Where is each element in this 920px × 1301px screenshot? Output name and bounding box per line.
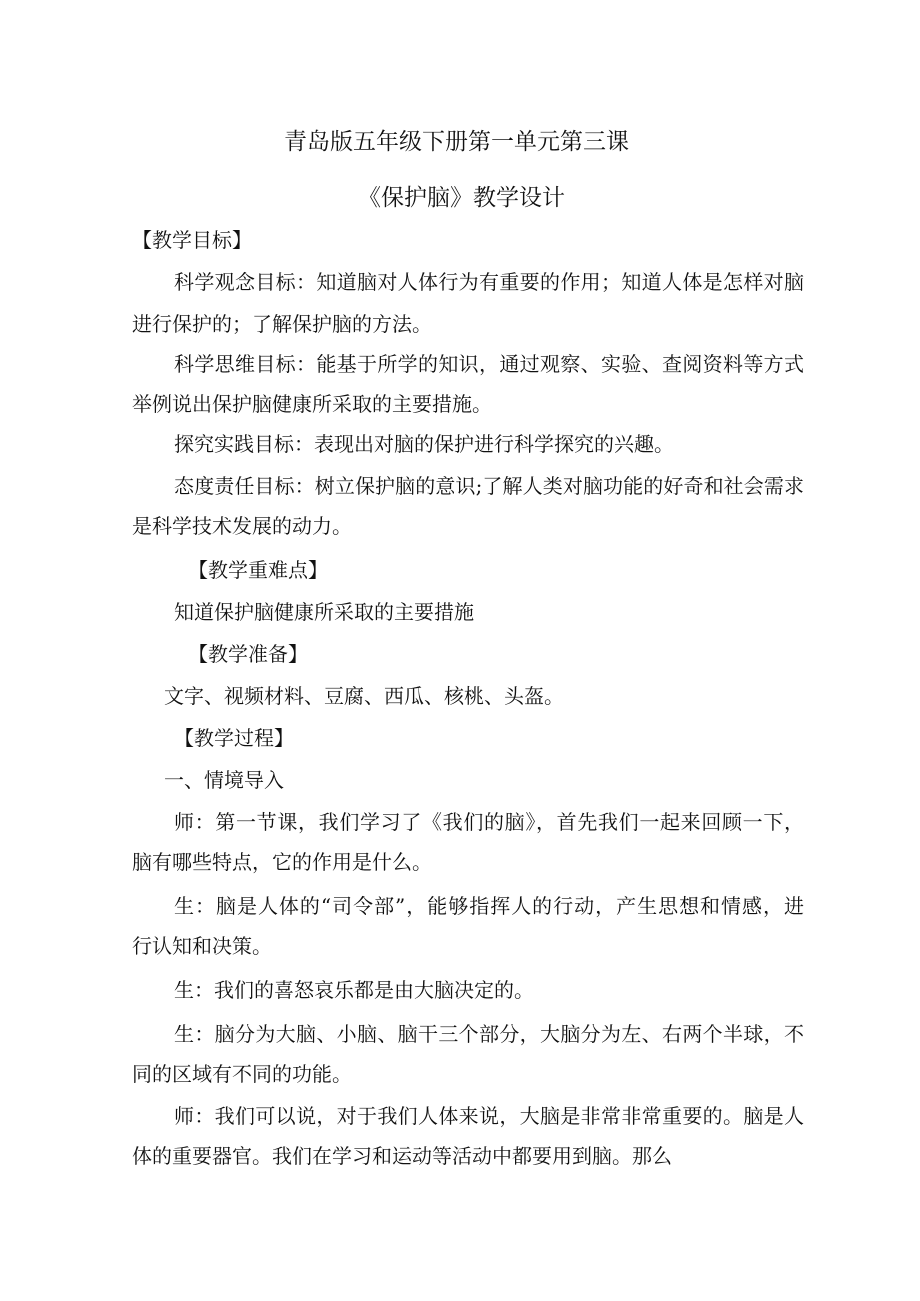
dialogue-teacher-1-line2: 脑有哪些特点，它的作用是什么。 [132, 850, 432, 874]
paragraph-inquiry: 探究实践目标：表现出对脑的保护进行科学探究的兴趣。 [174, 432, 674, 456]
dialogue-teacher-2-line1: 师：我们可以说，对于我们人体来说，大脑是非常非常重要的。脑是人 [174, 1104, 804, 1128]
dialogue-student-3-line1: 生：脑分为大脑、小脑、脑干三个部分，大脑分为左、右两个半球，不 [174, 1022, 804, 1046]
section-heading-preparation: 【教学准备】 [188, 642, 308, 666]
paragraph-sci-thinking-line1: 科学思维目标：能基于所学的知识，通过观察、实验、查阅资料等方式 [174, 352, 804, 376]
section-heading-key-points: 【教学重难点】 [188, 558, 328, 582]
section-heading-objectives: 【教学目标】 [132, 228, 252, 252]
dialogue-teacher-1-line1: 师：第一节课，我们学习了《我们的脑》，首先我们一起来回顾一下， [174, 810, 804, 834]
dialogue-student-1-line1: 生：脑是人体的“司令部”，能够指挥人的行动，产生思想和情感，进 [174, 894, 804, 918]
dialogue-teacher-2-line2: 体的重要器官。我们在学习和运动等活动中都要用到脑。那么 [132, 1144, 672, 1168]
document-title: 青岛版五年级下册第一单元第三课 [284, 129, 629, 155]
paragraph-sci-concept-line1: 科学观念目标：知道脑对人体行为有重要的作用；知道人体是怎样对脑 [174, 270, 804, 294]
paragraph-sci-concept-line2: 进行保护的；了解保护脑的方法。 [132, 312, 432, 336]
dialogue-student-3-line2: 同的区域有不同的功能。 [132, 1062, 352, 1086]
section-heading-process: 【教学过程】 [174, 726, 294, 750]
paragraph-key-points: 知道保护脑健康所采取的主要措施 [174, 600, 474, 624]
document-subtitle: 《保护脑》教学设计 [358, 185, 565, 211]
paragraph-attitude-line1: 态度责任目标：树立保护脑的意识;了解人类对脑功能的好奇和社会需求 [174, 474, 804, 498]
paragraph-preparation: 文字、视频材料、豆腐、西瓜、核桃、头盔。 [164, 684, 564, 708]
dialogue-student-2: 生：我们的喜怒哀乐都是由大脑决定的。 [174, 978, 534, 1002]
subsection-heading-intro: 一、情境导入 [164, 768, 284, 792]
dialogue-student-1-line2: 行认知和决策。 [132, 934, 272, 958]
paragraph-sci-thinking-line2: 举例说出保护脑健康所采取的主要措施。 [132, 392, 492, 416]
paragraph-attitude-line2: 是科学技术发展的动力。 [132, 514, 352, 538]
